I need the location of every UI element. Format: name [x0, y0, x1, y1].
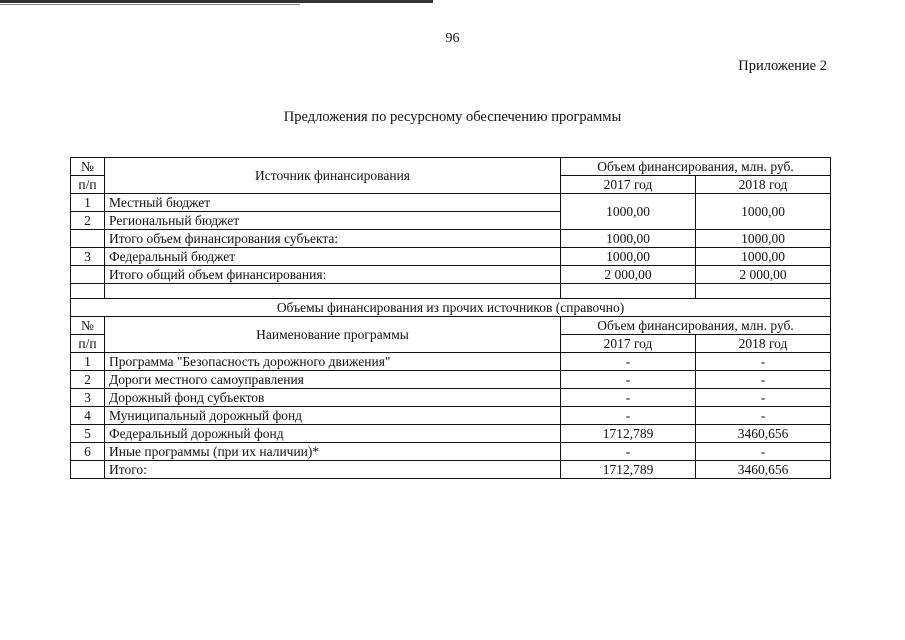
row-value-2018: -: [696, 371, 831, 389]
total-2017: 2 000,00: [561, 266, 696, 284]
section2-total-2018: 3460,656: [696, 461, 831, 479]
row-num: 1: [71, 194, 105, 212]
row-value-2017: 1000,00: [561, 248, 696, 266]
subtotal-2017: 1000,00: [561, 230, 696, 248]
year-2017-header: 2017 год: [561, 176, 696, 194]
program-header: Наименование программы: [105, 317, 561, 353]
row-value-2018: 1000,00: [696, 248, 831, 266]
row-num: 6: [71, 443, 105, 461]
row-program: Дорожный фонд субъектов: [105, 389, 561, 407]
row-value-2018: -: [696, 407, 831, 425]
top-rule-thin: [0, 4, 300, 5]
row-source: Местный бюджет: [105, 194, 561, 212]
section1-header-row-1: [71, 158, 831, 176]
appendix-label: Приложение 2: [738, 58, 827, 74]
row-num: 1: [71, 353, 105, 371]
row-value-2017: -: [561, 389, 696, 407]
resource-table: [70, 157, 831, 479]
subtotal-2018: 1000,00: [696, 230, 831, 248]
section2-caption-row: [71, 299, 831, 317]
row-value-2017: 1712,789: [561, 425, 696, 443]
source-header: Источник финансирования: [105, 158, 561, 194]
empty-row: [71, 284, 831, 299]
row-value-2017: -: [561, 353, 696, 371]
merged-value-2017: 1000,00: [561, 194, 696, 230]
row-num: 2: [71, 371, 105, 389]
volume-header: Объем финансирования, млн. руб.: [561, 158, 831, 176]
total-label: Итого общий объем финансирования:: [105, 266, 561, 284]
table-row: [71, 389, 831, 407]
row-num: 5: [71, 425, 105, 443]
table-row: [71, 443, 831, 461]
table-row: [71, 425, 831, 443]
document-title: Предложения по ресурсному обеспечению программы: [283, 109, 622, 125]
row-num: 3: [71, 248, 105, 266]
row-program: Федеральный дорожный фонд: [105, 425, 561, 443]
top-rule: [0, 0, 433, 3]
row-num-empty: [71, 230, 105, 248]
row-value-2018: -: [696, 353, 831, 371]
volume-header: Объем финансирования, млн. руб.: [561, 317, 831, 335]
num-header-2: п/п: [71, 335, 105, 353]
table-row: [71, 194, 831, 212]
section2-total-2017: 1712,789: [561, 461, 696, 479]
num-header: №: [71, 158, 105, 176]
merged-value-2018: 1000,00: [696, 194, 831, 230]
row-value-2018: 3460,656: [696, 425, 831, 443]
row-value-2017: -: [561, 407, 696, 425]
row-num: 4: [71, 407, 105, 425]
section2-total-row: [71, 461, 831, 479]
row-program: Иные программы (при их наличии)*: [105, 443, 561, 461]
total-2018: 2 000,00: [696, 266, 831, 284]
year-2017-header: 2017 год: [561, 335, 696, 353]
section2-total-label: Итого:: [105, 461, 561, 479]
table-row: [71, 248, 831, 266]
num-header-2: п/п: [71, 176, 105, 194]
section2-header-row-1: [71, 317, 831, 335]
table-row: [71, 353, 831, 371]
row-num-empty: [71, 266, 105, 284]
num-header: №: [71, 317, 105, 335]
row-source: Региональный бюджет: [105, 212, 561, 230]
row-value-2017: -: [561, 443, 696, 461]
row-value-2018: -: [696, 389, 831, 407]
page-number: 96: [445, 31, 460, 46]
row-num: 2: [71, 212, 105, 230]
row-value-2017: -: [561, 371, 696, 389]
subtotal-row: [71, 230, 831, 248]
year-2018-header: 2018 год: [696, 335, 831, 353]
row-num-empty: [71, 461, 105, 479]
total-row: [71, 266, 831, 284]
row-source: Федеральный бюджет: [105, 248, 561, 266]
row-program: Дороги местного самоуправления: [105, 371, 561, 389]
row-program: Муниципальный дорожный фонд: [105, 407, 561, 425]
row-value-2018: -: [696, 443, 831, 461]
row-program: Программа "Безопасность дорожного движения": [105, 353, 561, 371]
year-2018-header: 2018 год: [696, 176, 831, 194]
section2-caption: Объемы финансирования из прочих источников (справочно): [71, 299, 831, 317]
table-row: [71, 371, 831, 389]
subtotal-label: Итого объем финансирования субъекта:: [105, 230, 561, 248]
table-row: [71, 407, 831, 425]
row-num: 3: [71, 389, 105, 407]
